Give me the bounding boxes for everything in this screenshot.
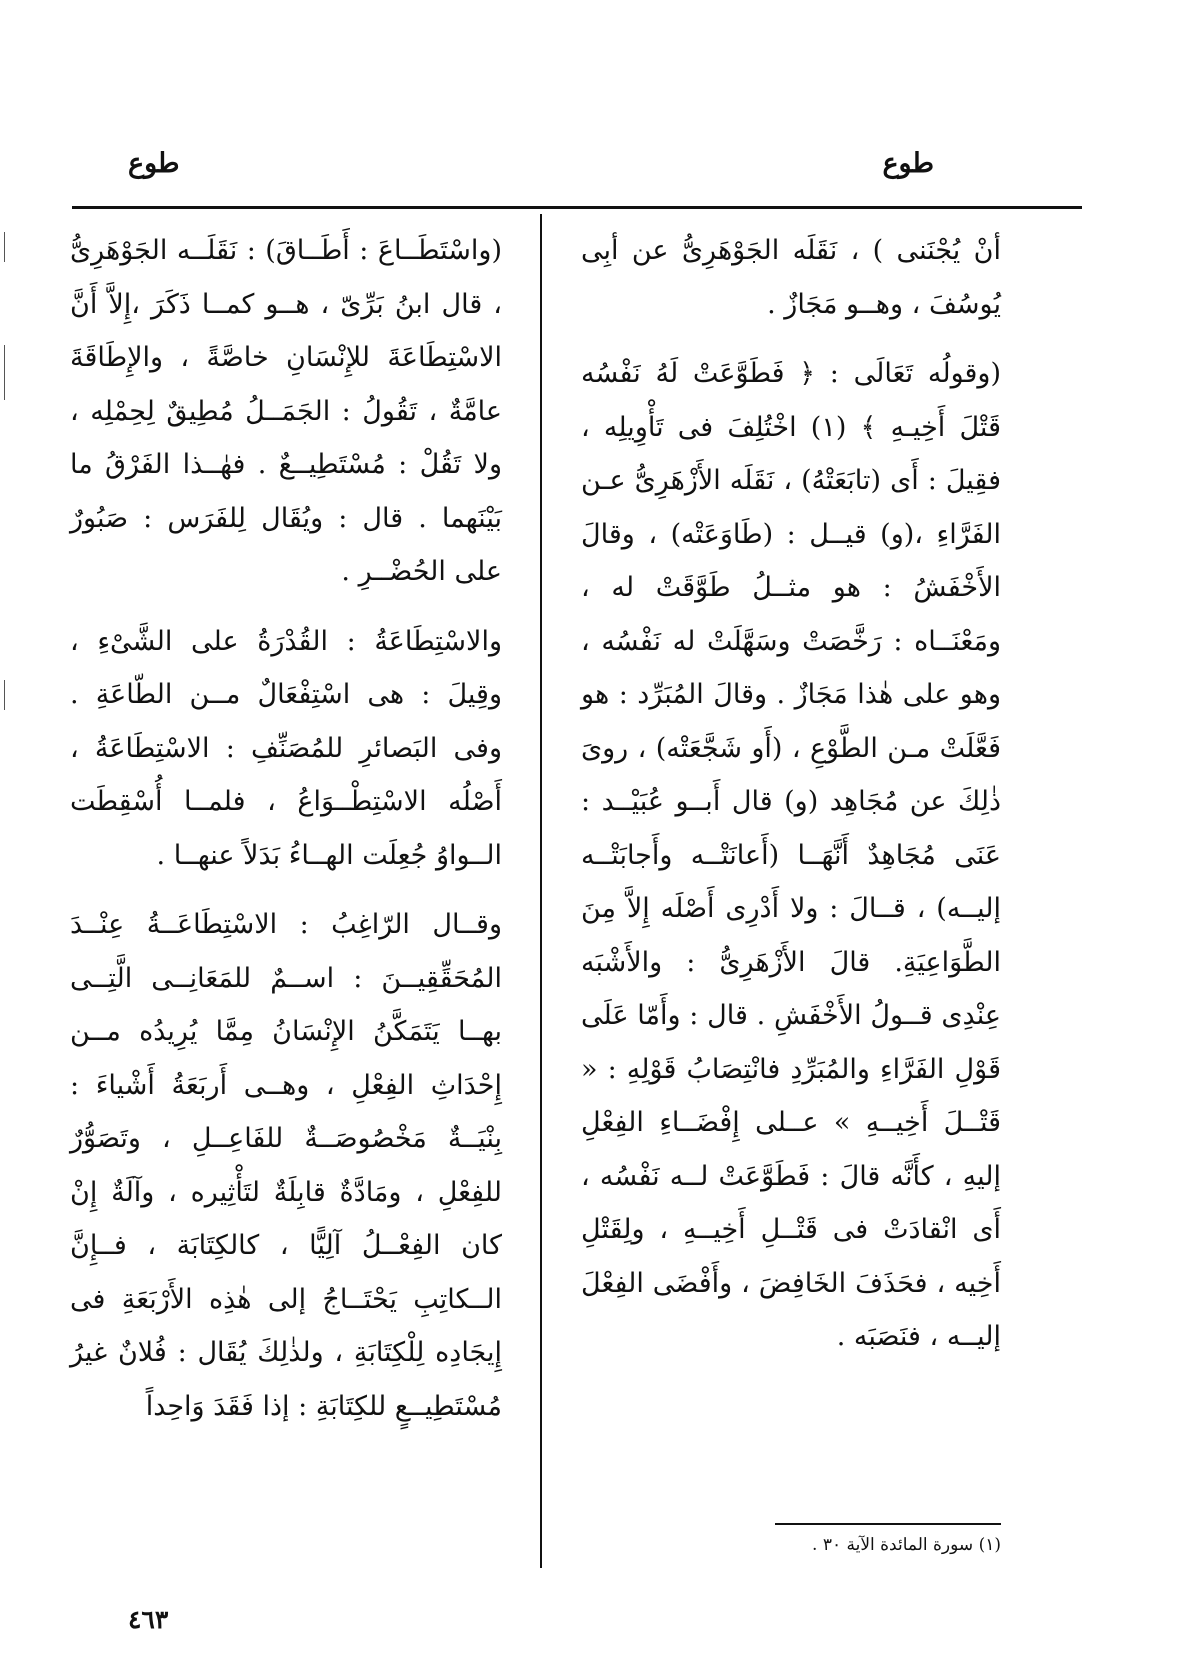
header-rule bbox=[72, 206, 1082, 209]
margin-mark bbox=[4, 680, 5, 710]
right-paragraph-1: أنْ يُجْنَنى ) ، نَقَلَه الجَوْهَرِىُّ عن أبِى يُوسُفَ ، وهــو مَجَازٌ . bbox=[581, 235, 1001, 320]
page-number: ٤٦٣ bbox=[128, 1605, 169, 1634]
footnote: (١) سورة المائدة الآية ٣٠ . bbox=[812, 1535, 1001, 1555]
footnote-rule bbox=[775, 1523, 1001, 1525]
running-head-right: طوع bbox=[882, 148, 934, 179]
right-column bbox=[581, 224, 1001, 1364]
column-divider bbox=[540, 214, 542, 1568]
left-paragraph-2: والاسْتِطَاعَةُ : القُدْرَةُ على الشَّىْءِ ، وقِيلَ : هى اسْتِفْعَالٌ مــن الطّاعَةِ . وفى البَصائرِ للمُصَنِّفِ : الاسْتِطَاعَةُ ، أَصْلُه الاسْتِطْــوَاعُ ، فلمــا أُسْقِطَت الــواوُ جُعِلَت الهــاءُ بَدَلاً عنهــا . bbox=[70, 625, 502, 871]
margin-mark bbox=[4, 345, 5, 400]
left-paragraph-3: وقــال الرّاغِبُ : الاسْتِطَاعَــةُ عِنْــدَ المُحَقِّقِيــنَ : اســمٌ للمَعَانِــى الَّتِــى بهــا يَتَمَكَّنُ الإِنْسَانُ مِمَّا يُرِيدُه مــن إِحْدَاثِ الفِعْلِ ، وهــى أَربَعَةُ أَشْياءَ : بِنْيَــةٌ مَخْصُوصَــةٌ للفَاعِــلِ ، وتَصَوُّرٌ للفِعْلِ ، ومَادَّةٌ قابِلَةٌ لتَأْثِيره ، وآلَةٌ إِنْ كان الفِعْــلُ آلِيًّا ، كالكِتَابَة ، فــإِنَّ الــكاتِبِ يَحْتَــاجُ إلى هٰذِه الأَرْبَعَةِ فى إِيجَادِه لِلْكِتَابَةِ ، ولذٰلِكَ يُقَال : فُلانٌ غيرُ مُسْتَطِيــعٍ للكِتَابَةِ : إذا فَقَدَ وَاحِداً bbox=[70, 909, 502, 1422]
running-head-left: طوع bbox=[128, 148, 180, 179]
left-column bbox=[70, 224, 502, 1433]
right-paragraph-2: (وقولُه تَعَالَى : ﴿ فَطَوَّعَتْ لَهُ نَفْسُه قَتْلَ أَخِيـهِ ﴾ (١) اخْتُلِفَ فى تَأْوِيلِه ، فقِيلَ : أَى (تابَعَتْهُ) ، نَقَلَه الأَزْهَرِىُّ عـن الفَرَّاءِ ،(و) قيــل : (طَاوَعَتْه) ، وقالَ الأَخْفَشُ : هو مثــلُ طَوَّقَتْ له ، ومَعْنَــاه : رَخَّصَتْ وسَهَّلَتْ له نَفْسُه ، وهو على هٰذا مَجَازٌ . وقالَ المُبَرِّد : هو فَعَّلَتْ مـن الطَّوْعِ ، (أَو شَجَّعَتْه) ، روىَ ذٰلِكَ عن مُجَاهِد (و) قال أَبــو عُبَيْــد : عَنَى مُجَاهِدٌ أَنَّهَــا (أَعانَتْــه وأَجابَتْــه إليــه) ، قــالَ : ولا أَدْرِى أَصْلَه إِلاَّ مِنَ الطَّوَاعِيَةِ. قالَ الأَزْهَرِىُّ : والأَشْبَه عِنْدِى قــولُ الأَخْفَشِ . قال : وأَمّا عَلَى قَوْلِ الفَرَّاءِ والمُبَرِّدِ فانْتِصَابُ قَوْلِهِ : « قَتْــلَ أَخِيــهِ » عــلى إِفْضَــاءِ الفِعْلِ إليهِ ، كأَنَّه قالَ : فَطَوَّعَتْ لــه نَفْسُه ، أَى انْقادَتْ فى قَتْــلِ أَخِيــهِ ، ولِقَتْلِ أَخِيه ، فحَذَفَ الخَافِضَ ، وأَفْضَى الفِعْلَ إليــه ، فنَصَبَه . bbox=[581, 358, 1001, 1352]
margin-mark bbox=[4, 232, 5, 262]
left-paragraph-1: (واسْتَطَــاعَ : أَطَــاقَ) : نَقَلَــه الجَوْهَرِىُّ ، قال ابنُ بَرِّىّ ، هــو كمــا ذَكَرَ ،إِلاَّ أَنَّ الاسْتِطَاعَةَ للإِنْسَانِ خاصَّةً ، والإِطَاقَةَ عامَّةٌ ، تَقُولُ : الجَمَــلُ مُطِيقٌ لِحِمْلِه ، ولا تَقُلْ : مُسْتَطِيــعٌ . فهٰــذا الفَرْقُ ما بَيْنَهما . قال : ويُقَال لِلفَرَس : صَبُورٌ على الحُضْــرِ . bbox=[70, 235, 502, 587]
